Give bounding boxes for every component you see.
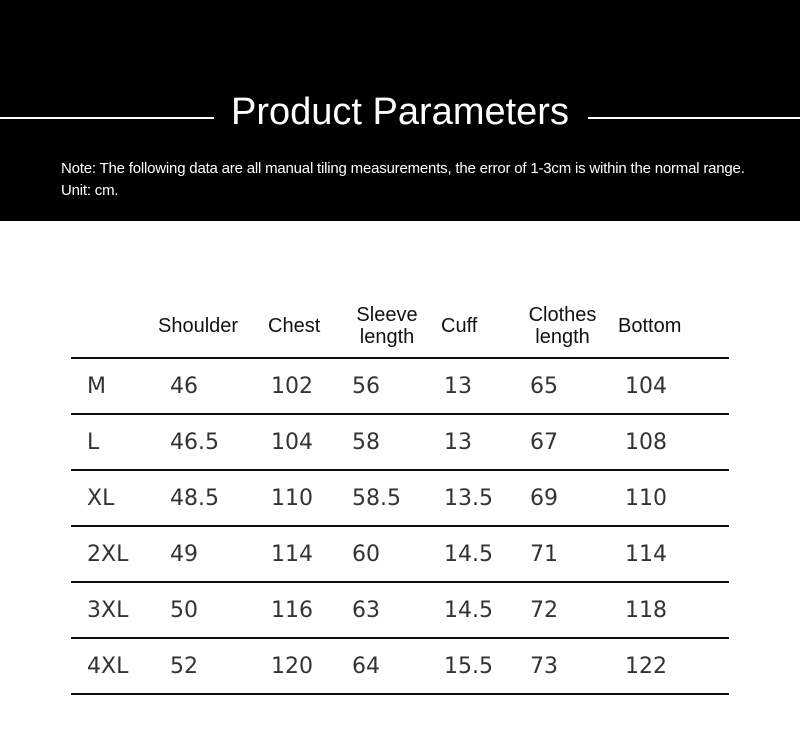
cell-sleeve-length: 63 — [340, 582, 434, 638]
header-shoulder: Shoulder — [153, 294, 254, 358]
header-sleeve-length — [340, 294, 434, 358]
cell-sleeve-length: 64 — [340, 638, 434, 694]
table-row — [71, 358, 729, 414]
cell-size: 3XL — [71, 582, 153, 638]
measurement-note: Note: The following data are all manual tiling measurements, the error of 1-3cm is within the normal range. Unit: cm. — [61, 160, 745, 199]
header-bottom: Bottom — [613, 294, 729, 358]
cell-bottom: 110 — [613, 470, 729, 526]
cell-cuff: 13.5 — [434, 470, 512, 526]
cell-cuff: 13 — [434, 358, 512, 414]
cell-shoulder: 49 — [153, 526, 254, 582]
header-clothes-length-label: Clothes length — [528, 303, 597, 348]
table-row — [71, 638, 729, 694]
cell-chest: 120 — [254, 638, 340, 694]
cell-shoulder: 52 — [153, 638, 254, 694]
size-chart-table — [71, 294, 729, 695]
title-rule-right — [588, 117, 800, 119]
header-cuff: Cuff — [434, 294, 512, 358]
cell-bottom: 114 — [613, 526, 729, 582]
cell-sleeve-length: 60 — [340, 526, 434, 582]
cell-sleeve-length: 56 — [340, 358, 434, 414]
cell-shoulder: 46.5 — [153, 414, 254, 470]
cell-shoulder: 46 — [153, 358, 254, 414]
cell-sleeve-length: 58.5 — [340, 470, 434, 526]
cell-chest: 116 — [254, 582, 340, 638]
cell-chest: 102 — [254, 358, 340, 414]
cell-sleeve-length: 58 — [340, 414, 434, 470]
table-row — [71, 526, 729, 582]
cell-chest: 114 — [254, 526, 340, 582]
cell-clothes-length: 71 — [512, 526, 613, 582]
cell-size: M — [71, 358, 153, 414]
cell-bottom: 108 — [613, 414, 729, 470]
cell-size: L — [71, 414, 153, 470]
cell-bottom: 118 — [613, 582, 729, 638]
cell-chest: 110 — [254, 470, 340, 526]
cell-shoulder: 50 — [153, 582, 254, 638]
cell-bottom: 104 — [613, 358, 729, 414]
cell-cuff: 15.5 — [434, 638, 512, 694]
cell-clothes-length: 73 — [512, 638, 613, 694]
header-banner — [0, 0, 800, 221]
cell-cuff: 14.5 — [434, 526, 512, 582]
cell-size: XL — [71, 470, 153, 526]
table-row — [71, 414, 729, 470]
cell-clothes-length: 69 — [512, 470, 613, 526]
table-header-row — [71, 294, 729, 358]
header-clothes-length — [512, 294, 613, 358]
header-sleeve-length-label: Sleeve length — [356, 303, 418, 348]
header-chest: Chest — [254, 294, 340, 358]
cell-size: 2XL — [71, 526, 153, 582]
cell-cuff: 14.5 — [434, 582, 512, 638]
cell-clothes-length: 72 — [512, 582, 613, 638]
cell-clothes-length: 67 — [512, 414, 613, 470]
cell-cuff: 13 — [434, 414, 512, 470]
header-size — [71, 294, 153, 358]
cell-size: 4XL — [71, 638, 153, 694]
cell-clothes-length: 65 — [512, 358, 613, 414]
cell-chest: 104 — [254, 414, 340, 470]
cell-shoulder: 48.5 — [153, 470, 254, 526]
table-row — [71, 470, 729, 526]
cell-bottom: 122 — [613, 638, 729, 694]
page-title: Product Parameters — [231, 91, 569, 133]
table-row — [71, 582, 729, 638]
